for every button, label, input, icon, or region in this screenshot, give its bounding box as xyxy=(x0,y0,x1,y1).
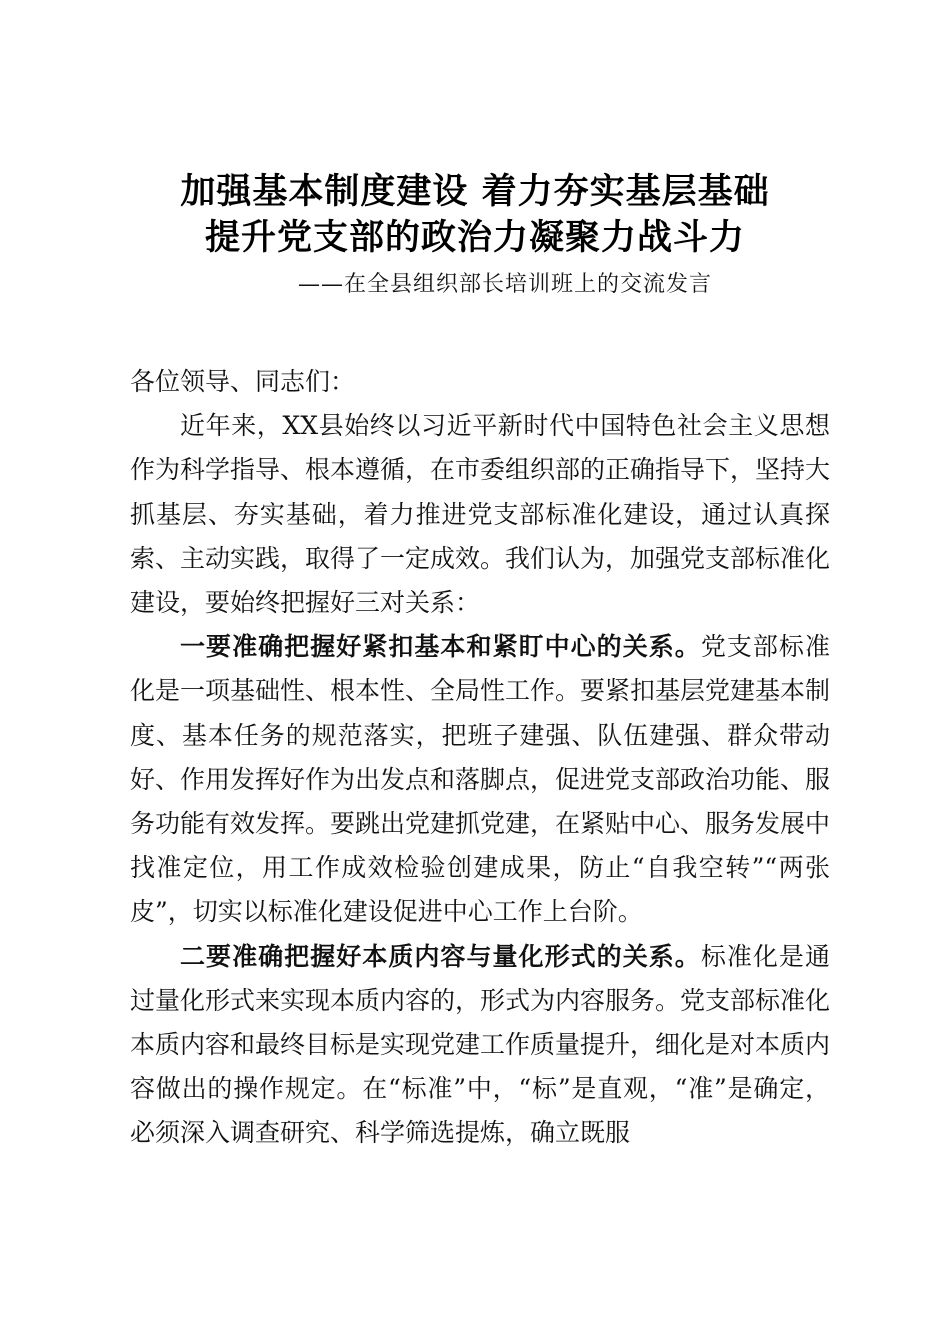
paragraph-text: 标准化是通过量化形式来实现本质内容的，形式为内容服务。党支部标准化本质内容和最终目标是实现党建工作质量提升，细化是对本质内容做出的操作规定。在“标准”中，“标”是直观，“准”是确定，必须深入调查研究、科学筛选提炼，确立既服 xyxy=(130,941,831,1148)
paragraph-intro xyxy=(130,404,830,625)
paragraph-point-two xyxy=(130,935,830,1156)
document-title-line-1: 加强基本制度建设 着力夯实基层基础 xyxy=(180,171,770,212)
document-subtitle: ——在全县组织部长培训班上的交流发言 xyxy=(297,272,712,297)
document-title-line-2: 提升党支部的政治力凝聚力战斗力 xyxy=(204,217,745,258)
greeting: 各位领导、同志们： xyxy=(130,367,356,396)
paragraph-text: 党支部标准化是一项基础性、根本性、全局性工作。要紧扣基层党建基本制度、基本任务的规范落实，把班子建强、队伍建强、群众带动好、作用发挥好作为出发点和落脚点，促进党支部政治功能、服务功能有效发挥。要跳出党建抓党建，在紧贴中心、服务发展中找准定位，用工作成效检验创建成果，防止“自我空转”“两张皮”，切实以标准化建设促进中心工作上台阶。 xyxy=(130,632,831,927)
document-body xyxy=(130,360,830,1156)
paragraph-point-one xyxy=(130,625,830,934)
paragraph-text: 近年来，XX县始终以习近平新时代中国特色社会主义思想作为科学指导、根本遵循，在市委组织部的正确指导下，坚持大抓基层、夯实基础，着力推进党支部标准化建设，通过认真探索、主动实践，取得了一定成效。我们认为，加强党支部标准化建设，要始终把握好三对关系： xyxy=(130,411,831,617)
paragraph-lead: 一要准确把握好紧扣基本和紧盯中心的关系。 xyxy=(180,632,701,662)
paragraph-lead: 二要准确把握好本质内容与量化形式的关系。 xyxy=(180,941,701,971)
